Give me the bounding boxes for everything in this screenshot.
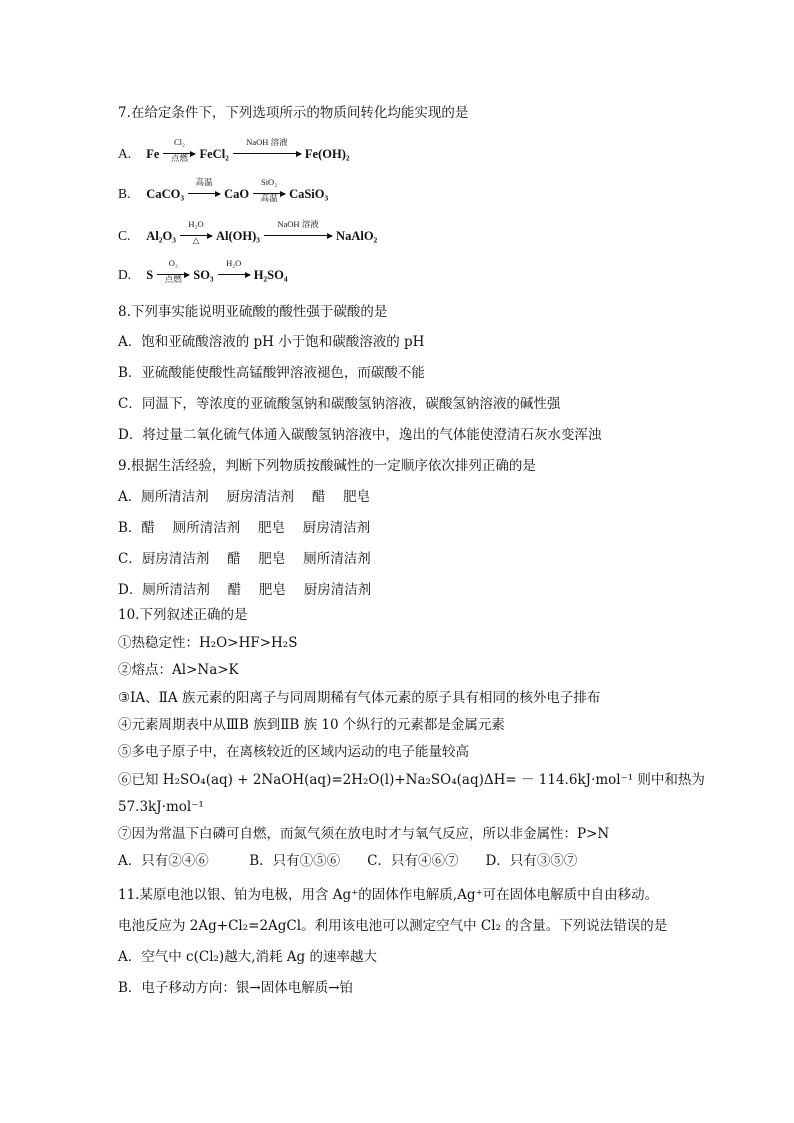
q10-statement-7: ⑦因为常温下白磷可自燃，而氮气须在放电时才与氧气反应，所以非金属性：P>N (118, 826, 610, 842)
q10-stem: 10.下列叙述正确的是 (118, 607, 248, 623)
q8-option-a: A．饱和亚硫酸溶液的 pH 小于饱和碳酸溶液的 pH (118, 334, 425, 350)
q7-a-label: A. (118, 146, 132, 161)
q7-b-arrow1-top: 高温 (195, 177, 213, 187)
q7-option-a (118, 138, 350, 163)
q7-d-arrow1-bottom: 点燃 (164, 274, 182, 284)
q7-d-s1: S (146, 268, 154, 282)
q7-b-s3: CaSiO₃ (289, 187, 329, 201)
q11-option-b: B．电子移动方向：银→固体电解质→铂 (118, 980, 354, 996)
q9-option-b: B．醋 厕所清洁剂 肥皂 厨房清洁剂 (118, 520, 371, 536)
q10-options: A．只有②④⑥ B．只有①⑤⑥ C．只有④⑥⑦ D．只有③⑤⑦ (118, 853, 578, 869)
q7-option-d (118, 259, 288, 284)
q7-d-label: D. (118, 267, 132, 282)
q8-stem: 8.下列事实能说明亚硫酸的酸性强于碳酸的是 (118, 304, 388, 320)
q7-c-s1: Al₂O₃ (146, 229, 177, 243)
q7-c-arrow2-top: NaOH 溶液 (277, 219, 319, 229)
q7-b-s1: CaCO₃ (146, 187, 185, 201)
q10-statement-1: ①热稳定性：H₂O>HF>H₂S (118, 635, 298, 651)
q8-option-d: D．将过量二氧化硫气体通入碳酸氢钠溶液中，逸出的气体能使澄清石灰水变浑浊 (118, 427, 602, 443)
q7-b-label: B. (118, 186, 131, 201)
q7-c-s2: Al(OH)₃ (216, 229, 261, 243)
q9-stem: 9.根据生活经验，判断下列物质按酸碱性的一定顺序依次排列正确的是 (118, 458, 536, 474)
q10-statement-6-cont: 57.3kJ·mol⁻¹ (118, 799, 204, 815)
q10-statement-6: ⑥已知 H₂SO₄(aq) + 2NaOH(aq)=2H₂O(l)+Na₂SO₄(aq)ΔH= － 114.6kJ·mol⁻¹ 则中和热为 (118, 772, 705, 788)
q7-a-s2: FeCl₂ (199, 147, 229, 161)
q9-option-d: D．厕所清洁剂 醋 肥皂 厨房清洁剂 (118, 582, 372, 598)
q9-option-c: C．厨房清洁剂 醋 肥皂 厕所清洁剂 (118, 551, 371, 567)
reaction-arrow-icon (263, 220, 333, 245)
q8-option-c: C．同温下，等浓度的亚硫酸氢钠和碳酸氢钠溶液，碳酸氢钠溶液的碱性强 (118, 396, 561, 412)
q7-b-s2: CaO (224, 187, 250, 201)
q7-a-s3: Fe(OH)₂ (304, 147, 350, 161)
q10-statement-2: ②熔点：Al>Na>K (118, 662, 239, 678)
q7-stem: 7.在给定条件下，下列选项所示的物质间转化均能实现的是 (118, 105, 469, 121)
q7-a-arrow1-bottom: 点燃 (170, 153, 188, 163)
q7-a-equation (146, 138, 349, 163)
q7-c-arrow1-bottom: △ (192, 235, 200, 245)
reaction-arrow-icon (232, 138, 302, 163)
q7-d-s2: SO₃ (193, 268, 214, 282)
q7-c-label: C. (118, 228, 131, 243)
q7-c-arrow1-top: H₂O (188, 219, 204, 229)
reaction-arrow-icon (217, 259, 251, 284)
q9-option-a: A．厕所清洁剂 厨房清洁剂 醋 肥皂 (118, 489, 371, 505)
q7-option-c (118, 220, 377, 245)
q11-stem-line1: 11.某原电池以银、铂为电极，用含 Ag⁺的固体作电解质,Ag⁺可在固体电解质中自由移动。 (118, 887, 659, 903)
reaction-arrow-icon (156, 259, 190, 284)
q7-b-arrow2-top: SiO₂ (260, 177, 278, 187)
q7-d-arrow1-top: O₂ (168, 258, 178, 268)
q10-statement-3: ③ⅠA、ⅡA 族元素的阳离子与同周期稀有气体元素的原子具有相同的核外电子排布 (118, 690, 601, 706)
q11-stem-line2: 电池反应为 2Ag+Cl₂=2AgCl。利用该电池可以测定空气中 Cl₂ 的含量。下列说法错误的是 (118, 918, 668, 934)
q7-b-arrow2-bottom: 高温 (260, 193, 278, 203)
q7-a-arrow1-top: Cl₂ (173, 137, 185, 147)
q8-option-b: B．亚硫酸能使酸性高锰酸钾溶液褪色，而碳酸不能 (118, 365, 425, 381)
q7-option-b (118, 178, 328, 203)
q7-a-arrow2-top: NaOH 溶液 (246, 137, 288, 147)
reaction-arrow-icon (187, 178, 221, 203)
q7-c-equation (146, 220, 377, 245)
q7-d-equation (146, 259, 287, 284)
q7-b-equation (146, 178, 328, 203)
reaction-arrow-icon (252, 178, 286, 203)
q10-statement-5: ⑤多电子原子中，在离核较近的区域内运动的电子能量较高 (118, 744, 469, 760)
q7-c-s3: NaAlO₂ (336, 229, 378, 243)
q10-statement-4: ④元素周期表中从ⅢB 族到ⅡB 族 10 个纵行的元素都是金属元素 (118, 717, 505, 733)
q7-d-s3: H₂SO₄ (253, 268, 288, 282)
reaction-arrow-icon (162, 138, 196, 163)
reaction-arrow-icon (179, 220, 213, 245)
q7-d-arrow2-top: H₂O (226, 258, 242, 268)
q11-option-a: A．空气中 c(Cl₂)越大,消耗 Ag 的速率越大 (118, 949, 377, 965)
q7-a-s1: Fe (146, 147, 160, 161)
